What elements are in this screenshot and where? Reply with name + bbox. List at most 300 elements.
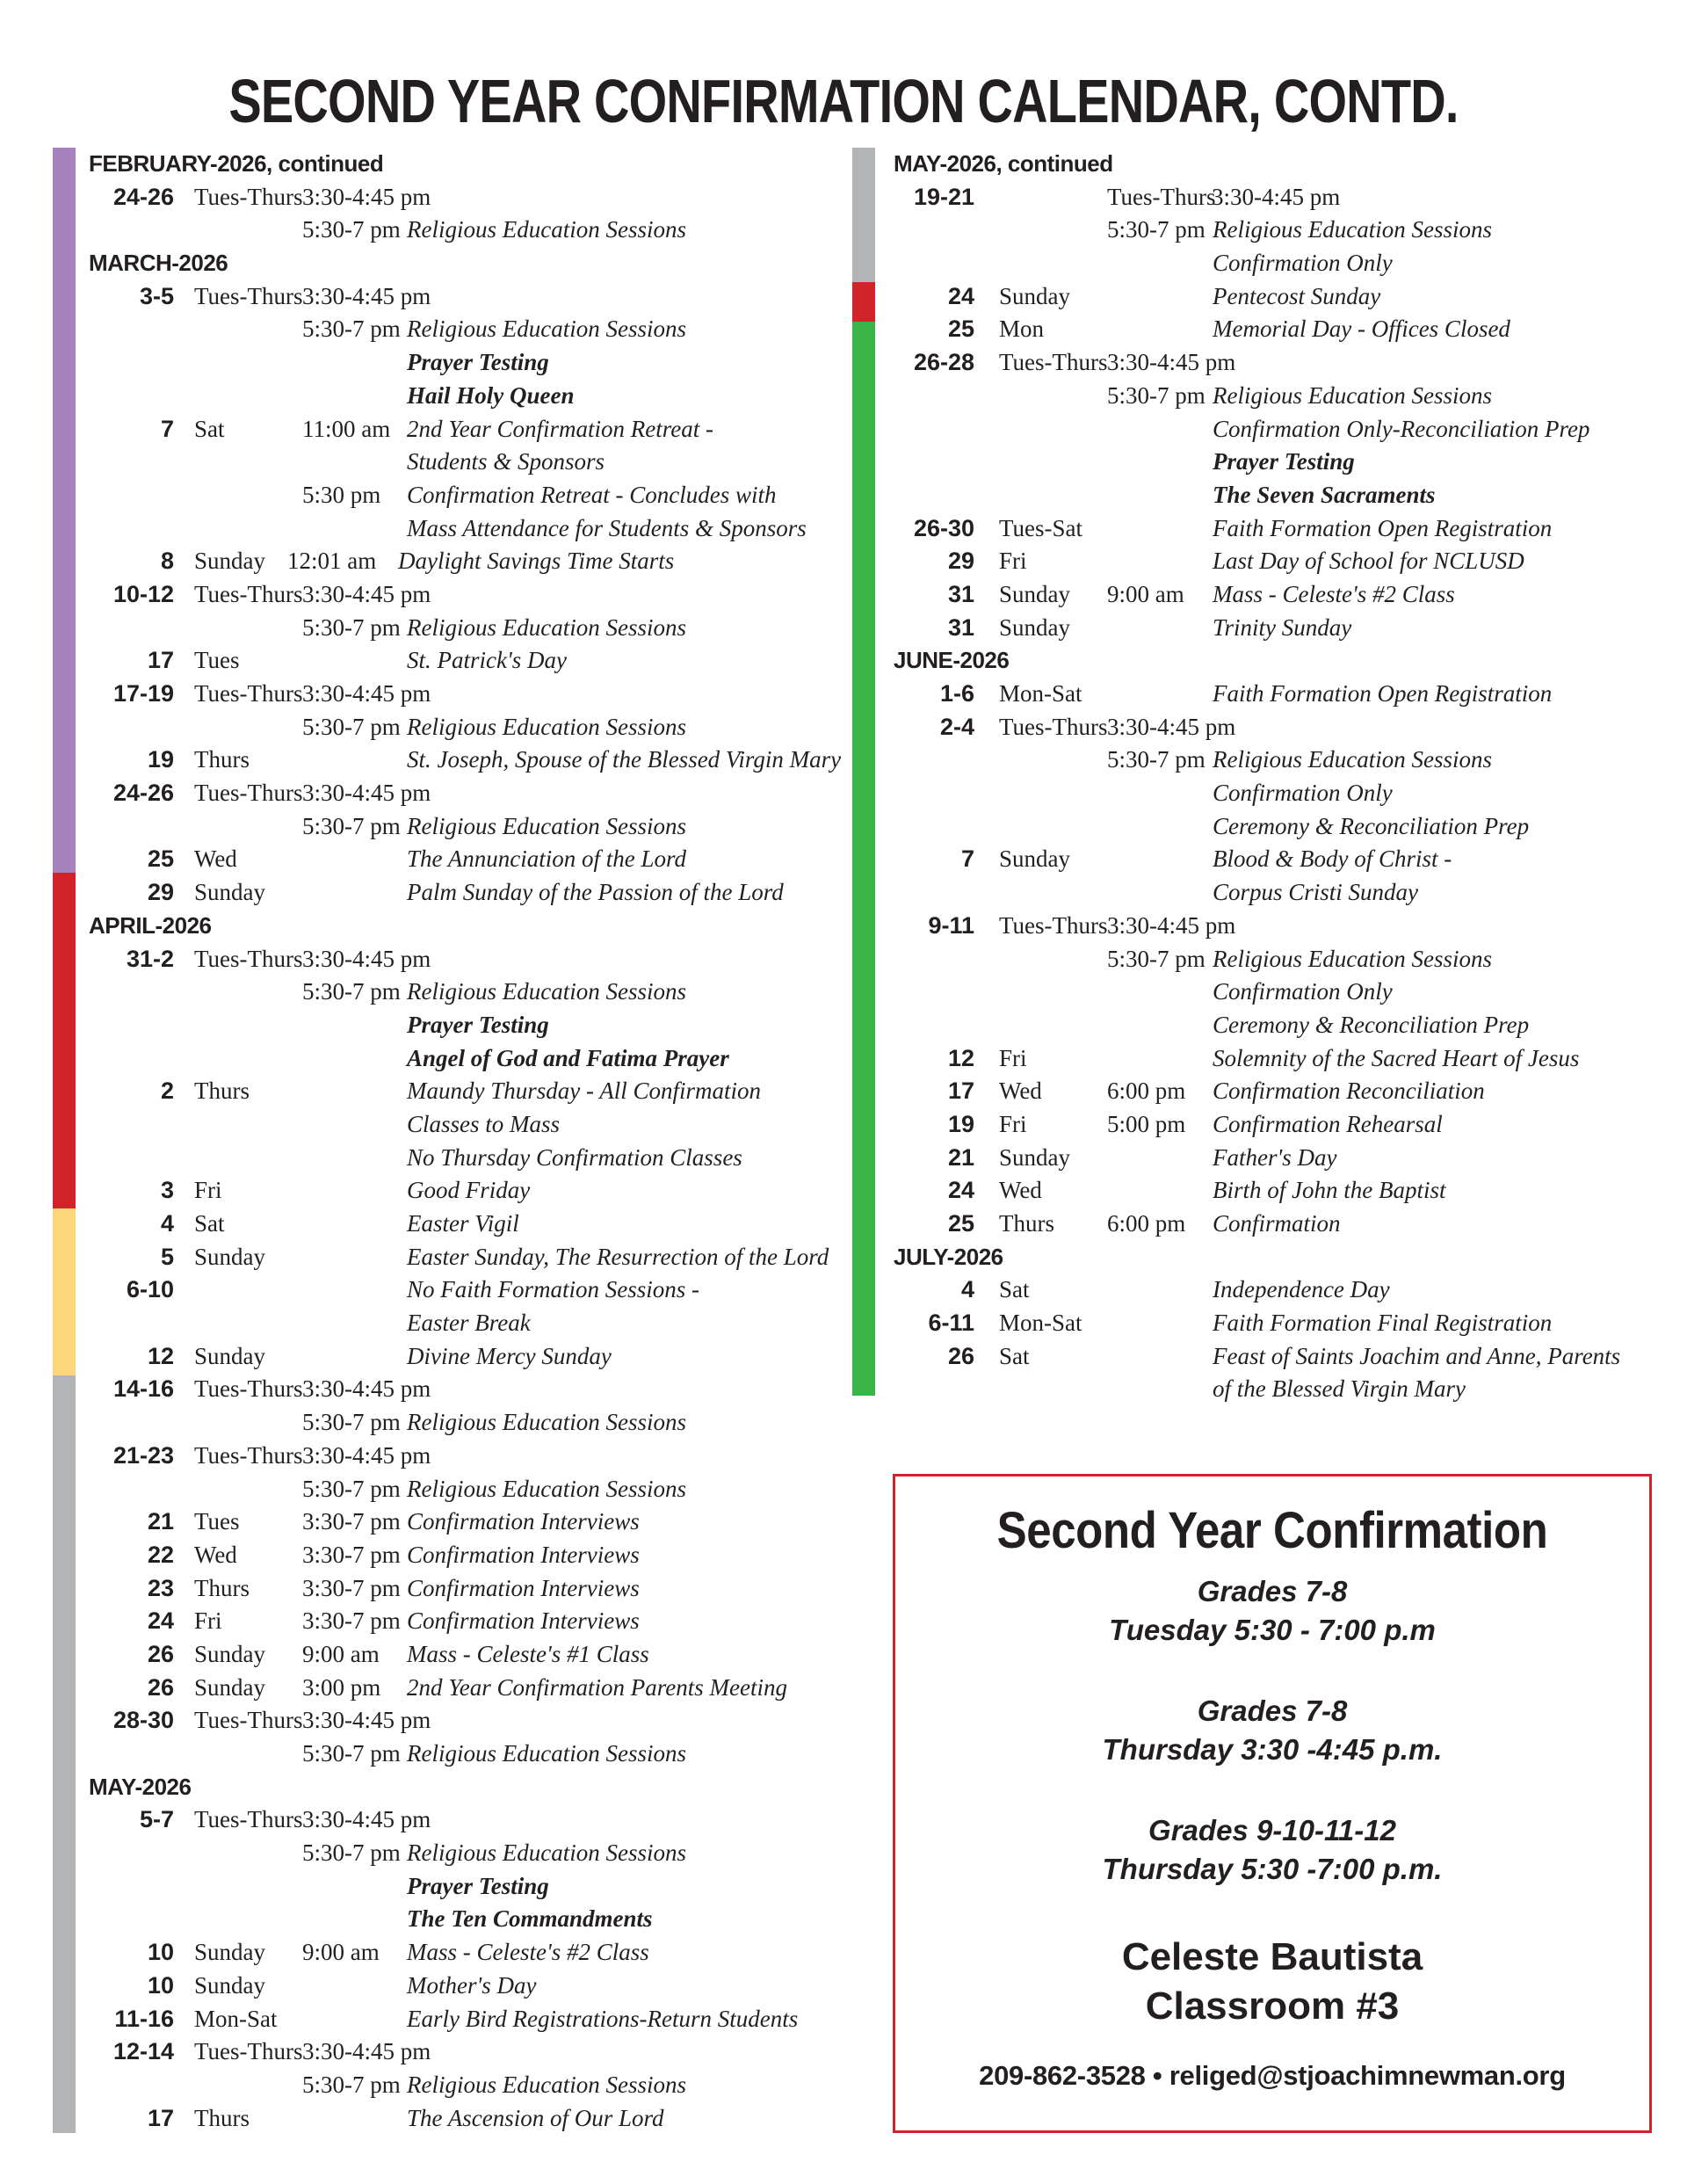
calendar-row [894,1273,1667,1307]
event-description: Independence Day [1213,1276,1390,1303]
event-description: Confirmation [1213,1210,1341,1237]
event-time: 3:30-4:45 pm [302,1707,431,1734]
event-description: Feast of Saints Joachim and Anne, Parents [1213,1342,1621,1369]
month-heading [89,1771,844,1804]
info-box-title: Second Year Confirmation [996,1502,1548,1559]
event-date: 17 [947,1077,974,1105]
calendar-row [894,1373,1667,1406]
event-day: Tues-Thurs [194,580,303,607]
event-date: 3-5 [139,282,174,309]
event-day: Tues-Thurs [1107,183,1216,210]
event-date: 17-19 [112,680,174,707]
event-day: Tues-Thurs [194,780,303,807]
event-date: 5-7 [139,1806,174,1833]
teacher-name: Celeste Bautista [1121,1935,1423,1978]
calendar-row [89,380,844,413]
event-time: 3:30-4:45 pm [302,580,431,607]
calendar-row [894,380,1667,413]
event-date: 14-16 [112,1375,174,1403]
calendar-row [89,1142,844,1175]
event-date: 10 [147,1939,174,1966]
event-date: 29 [947,548,974,575]
event-day: Fri [999,1044,1027,1071]
event-day: Tues-Thurs [194,945,303,972]
event-day: Fri [194,1607,222,1635]
event-time: 3:30-4:45 pm [302,1375,431,1403]
event-description: Easter Vigil [407,1210,519,1237]
event-time: 3:30-4:45 pm [1107,713,1236,740]
event-description: Prayer Testing [407,1872,549,1899]
calendar-row [894,446,1667,479]
event-time: 3:30-4:45 pm [302,945,431,972]
event-time: 3:30-7 pm [302,1508,401,1535]
calendar-row [89,578,844,612]
month-heading [89,148,844,181]
event-time: 5:30-7 pm [302,812,401,839]
event-date: 28-30 [112,1707,174,1734]
event-date: 21 [147,1508,174,1535]
event-description: Trinity Sunday [1213,613,1352,641]
event-time: 3:30-4:45 pm [1107,349,1236,376]
event-day: Sunday [194,1640,265,1667]
event-date: 7 [160,415,174,442]
event-description: Angel of God and Fatima Prayer [407,1044,729,1071]
event-description: St. Patrick's Day [407,647,567,674]
left-bar-red [53,873,76,1208]
event-time: 5:30-7 pm [302,713,401,740]
calendar-row [894,214,1667,247]
classroom: Classroom #3 [1145,1984,1400,2028]
event-day: Wed [194,845,237,873]
event-date: 26 [147,1673,174,1701]
event-description: Religious Education Sessions [407,316,686,343]
event-description: Confirmation Interviews [407,1508,640,1535]
event-date: 8 [160,548,174,575]
event-time: 11:00 am [302,415,391,442]
event-day: Fri [194,1177,222,1204]
calendar-row [89,1837,844,1870]
calendar-row [894,280,1667,314]
left-bar-yellow [53,1208,76,1375]
month-heading-label: MAY-2026 [89,1773,192,1800]
event-description: Ceremony & Reconciliation Prep [1213,812,1530,839]
event-time: 12:01 am [287,548,377,575]
calendar-row [894,1208,1667,1241]
session-time: Thursday 3:30 -4:45 p.m. [1102,1733,1443,1766]
event-description: Classes to Mass [407,1110,561,1137]
left-calendar-column [89,148,844,2135]
calendar-row [894,876,1667,910]
event-description: Religious Education Sessions [407,613,686,641]
event-day: Sunday [999,845,1070,873]
event-day: Tues-Thurs [194,183,303,210]
event-date: 25 [947,1210,974,1237]
event-description: Mother's Day [407,1971,537,1999]
calendar-row [89,214,844,247]
event-description: Religious Education Sessions [1213,945,1492,972]
event-date: 31 [947,613,974,641]
event-description: No Faith Formation Sessions - [407,1276,700,1303]
event-date: 19 [147,746,174,773]
event-description: Confirmation Rehearsal [1213,1110,1443,1137]
event-day: Wed [999,1077,1042,1105]
event-date: 1-6 [939,680,974,707]
event-time: 5:30-7 pm [1107,746,1206,773]
calendar-row [894,777,1667,810]
right-bar-red [852,282,875,322]
calendar-row [89,612,844,645]
event-description: Religious Education Sessions [1213,746,1492,773]
month-heading [894,1241,1667,1274]
calendar-row [89,1042,844,1076]
event-day: Wed [194,1541,237,1568]
event-date: 25 [947,316,974,343]
event-description: Confirmation Only [1213,978,1393,1005]
event-date: 12 [947,1044,974,1071]
event-date: 6-11 [928,1310,974,1337]
calendar-row [894,810,1667,844]
event-date: 4 [960,1276,974,1303]
event-day: Mon [999,316,1045,343]
calendar-row [894,976,1667,1009]
event-date: 25 [147,845,174,873]
calendar-row [89,1473,844,1506]
event-date: 2-4 [939,713,974,740]
event-description: Father's Day [1213,1143,1337,1171]
calendar-row [89,2035,844,2069]
calendar-row [894,1075,1667,1108]
event-day: Mon-Sat [999,1310,1082,1337]
event-day: Mon-Sat [999,680,1082,707]
event-description: Religious Education Sessions [407,1475,686,1502]
month-heading-label: MAY-2026, continued [894,150,1113,177]
info-box [893,1474,1652,2133]
event-description: No Thursday Confirmation Classes [407,1143,742,1171]
calendar-row [894,910,1667,943]
calendar-row [89,512,844,546]
calendar-row [894,1174,1667,1208]
calendar-row [89,346,844,380]
event-date: 19 [947,1110,974,1137]
calendar-row [894,1307,1667,1340]
event-date: 24 [947,282,974,309]
event-day: Sat [194,1210,225,1237]
calendar-row [89,1605,844,1638]
event-description: Religious Education Sessions [407,978,686,1005]
event-date: 26-28 [913,349,974,376]
event-date: 12 [147,1342,174,1369]
calendar-row [894,1042,1667,1076]
event-day: Sunday [194,548,265,575]
session-grades: Grades 7-8 [1197,1694,1348,1727]
calendar-row [89,976,844,1009]
calendar-row [89,1009,844,1042]
calendar-row [89,1903,844,1936]
calendar-row [89,843,844,876]
event-date: 3 [160,1177,174,1204]
event-description: Easter Sunday, The Resurrection of the Lord [407,1243,829,1270]
event-day: Sunday [999,580,1070,607]
event-date: 17 [147,2104,174,2131]
event-description: Last Day of School for NCLUSD [1213,548,1524,575]
event-time: 5:30-7 pm [1107,381,1206,409]
event-description: Corpus Cristi Sunday [1213,879,1419,906]
right-calendar-column [894,148,1667,1406]
right-bar-green [852,322,875,1396]
month-heading [89,910,844,943]
event-description: Religious Education Sessions [407,2071,686,2098]
calendar-row [89,644,844,678]
event-date: 6-10 [126,1276,174,1303]
calendar-row [89,711,844,744]
calendar-row [89,181,844,214]
event-day: Sat [194,415,225,442]
calendar-row [89,943,844,976]
event-time: 3:30-4:45 pm [302,680,431,707]
calendar-row [89,1638,844,1672]
event-description: Religious Education Sessions [407,216,686,243]
event-description: Divine Mercy Sunday [407,1342,612,1369]
event-day: Tues-Thurs [999,713,1108,740]
event-description: The Ascension of Our Lord [407,2104,664,2131]
event-description: Mass Attendance for Students & Sponsors [407,514,807,541]
event-date: 10-12 [112,580,174,607]
calendar-row [894,313,1667,346]
calendar-row [894,512,1667,546]
month-heading-label: FEBRUARY-2026, continued [89,150,384,177]
event-time: 9:00 am [1107,580,1184,607]
event-description: Early Bird Registrations-Return Students [407,2005,799,2032]
event-day: Tues [194,1508,240,1535]
event-description: Confirmation Interviews [407,1574,640,1601]
event-description: Easter Break [407,1310,531,1337]
event-description: Confirmation Only [1213,250,1393,277]
session-time: Tuesday 5:30 - 7:00 p.m [1109,1614,1436,1646]
contact-info: 209-862-3528 • religed@stjoachimnewman.org [979,2060,1566,2091]
calendar-row [89,1440,844,1473]
event-description: Maundy Thursday - All Confirmation [407,1077,762,1105]
event-description: Religious Education Sessions [407,812,686,839]
calendar-row [89,1373,844,1406]
event-description: Mass - Celeste's #2 Class [407,1939,649,1966]
event-time: 5:00 pm [1107,1110,1186,1137]
event-day: Sunday [194,879,265,906]
calendar-row [894,247,1667,280]
month-heading-label: JUNE-2026 [894,647,1010,674]
calendar-row [894,346,1667,380]
calendar-row [89,1572,844,1606]
event-date: 24-26 [112,780,174,807]
event-day: Tues-Thurs [999,911,1108,939]
event-day: Thurs [194,1077,250,1105]
calendar-row [89,446,844,479]
calendar-row [894,744,1667,777]
calendar-row [89,810,844,844]
calendar-row [89,777,844,810]
page-title: SECOND YEAR CONFIRMATION CALENDAR, CONTD. [228,67,1459,135]
event-description: Confirmation Only [1213,780,1393,807]
month-heading [894,148,1667,181]
calendar-row [894,1108,1667,1142]
month-heading [894,644,1667,678]
calendar-row [89,1803,844,1837]
event-day: Sunday [999,282,1070,309]
event-day: Thurs [999,1210,1054,1237]
calendar-row [89,678,844,711]
event-date: 22 [147,1541,174,1568]
event-description: St. Joseph, Spouse of the Blessed Virgin Mary [407,746,842,773]
event-description: Faith Formation Final Registration [1213,1310,1553,1337]
month-heading-label: JULY-2026 [894,1243,1003,1270]
calendar-row [89,1075,844,1108]
event-date: 24-26 [112,183,174,210]
event-time: 9:00 am [302,1640,380,1667]
event-day: Sat [999,1342,1030,1369]
event-day: Tues-Thurs [194,680,303,707]
event-day: Tues-Thurs [999,349,1108,376]
event-day: Thurs [194,2104,250,2131]
event-description: Religious Education Sessions [407,1409,686,1436]
event-description: 2nd Year Confirmation Retreat - [407,415,714,442]
event-description: Faith Formation Open Registration [1213,514,1553,541]
right-bar-gray [852,148,875,282]
event-time: 5:30-7 pm [302,1475,401,1502]
calendar-row [894,943,1667,976]
event-description: Prayer Testing [1213,448,1355,475]
event-time: 6:00 pm [1107,1210,1186,1237]
event-description: Religious Education Sessions [1213,381,1492,409]
calendar-row [894,612,1667,645]
event-date: 17 [147,647,174,674]
event-description: Blood & Body of Christ - [1213,845,1452,873]
event-description: Ceremony & Reconciliation Prep [1213,1011,1530,1038]
calendar-row [89,1506,844,1539]
event-time: 3:00 pm [302,1673,381,1701]
calendar-row [89,1738,844,1771]
event-date: 11-16 [114,2005,174,2032]
event-description: The Seven Sacraments [1213,481,1436,508]
event-date: 23 [147,1574,174,1601]
event-date: 26 [147,1640,174,1667]
event-time: 6:00 pm [1107,1077,1186,1105]
calendar-row [89,1208,844,1241]
event-description: Religious Education Sessions [407,713,686,740]
event-time: 5:30-7 pm [1107,945,1206,972]
event-day: Sunday [999,1143,1070,1171]
event-date: 21 [947,1143,974,1171]
event-time: 5:30-7 pm [302,613,401,641]
event-time: 5:30-7 pm [302,1740,401,1767]
event-description: Confirmation Interviews [407,1607,640,1635]
event-day: Sunday [194,1342,265,1369]
event-description: Solemnity of the Sacred Heart of Jesus [1213,1044,1580,1071]
calendar-row [89,876,844,910]
event-day: Sunday [194,1971,265,1999]
event-time: 5:30-7 pm [302,316,401,343]
month-heading-label: MARCH-2026 [89,250,228,277]
event-description: 2nd Year Confirmation Parents Meeting [407,1673,788,1701]
calendar-row [89,479,844,512]
event-day: Sunday [194,1673,265,1701]
calendar-row [894,711,1667,744]
calendar-row [89,1241,844,1274]
event-day: Mon-Sat [194,2005,278,2032]
left-bar-purple [53,148,76,873]
event-description: Birth of John the Baptist [1213,1177,1446,1204]
event-day: Tues-Thurs [194,1806,303,1833]
event-time: 9:00 am [302,1939,380,1966]
event-day: Sunday [194,1243,265,1270]
event-day: Thurs [194,1574,250,1601]
event-date: 29 [147,879,174,906]
calendar-row [89,1970,844,2003]
event-time: 5:30-7 pm [302,216,401,243]
event-time: 3:30-7 pm [302,1574,401,1601]
event-description: Memorial Day - Offices Closed [1213,316,1510,343]
event-date: 26 [947,1342,974,1369]
calendar-row [89,744,844,777]
calendar-row [894,578,1667,612]
event-time: 3:30-7 pm [302,1607,401,1635]
calendar-row [89,1340,844,1374]
left-bar-gray [53,1375,76,2133]
session-time: Thursday 5:30 -7:00 p.m. [1102,1853,1443,1885]
event-date: 31 [947,580,974,607]
event-date: 21-23 [112,1441,174,1469]
event-day: Sunday [999,613,1070,641]
event-description: Confirmation Only-Reconciliation Prep [1213,415,1590,442]
event-time: 5:30-7 pm [1107,216,1206,243]
event-description: Religious Education Sessions [407,1740,686,1767]
event-date: 7 [960,845,974,873]
session-grades: Grades 7-8 [1197,1575,1348,1607]
calendar-row [89,2069,844,2102]
event-time: 5:30-7 pm [302,978,401,1005]
event-date: 19-21 [913,183,974,210]
event-description: of the Blessed Virgin Mary [1213,1375,1466,1403]
event-date: 12-14 [112,2038,174,2065]
calendar-row [89,545,844,578]
event-time: 5:30-7 pm [302,1409,401,1436]
calendar-row [89,313,844,346]
event-time: 3:30-4:45 pm [302,780,431,807]
event-date: 5 [160,1243,174,1270]
event-description: The Ten Commandments [407,1905,653,1933]
event-description: Mass - Celeste's #1 Class [407,1640,649,1667]
event-day: Sat [999,1276,1030,1303]
event-time: 3:30-4:45 pm [302,282,431,309]
event-time: 3:30-4:45 pm [302,1806,431,1833]
event-day: Fri [999,1110,1027,1137]
calendar-row [89,413,844,446]
event-date: 24 [947,1177,974,1204]
event-day: Sunday [194,1939,265,1966]
event-time: 5:30 pm [302,481,381,508]
month-heading-label: APRIL-2026 [89,911,212,939]
event-description: Confirmation Retreat - Concludes with [407,481,777,508]
event-day: Thurs [194,746,250,773]
calendar-row [89,1174,844,1208]
event-description: The Annunciation of the Lord [407,845,687,873]
event-date: 9-11 [928,911,974,939]
event-date: 31-2 [126,945,174,972]
event-day: Tues-Sat [999,514,1083,541]
event-description: Prayer Testing [407,349,549,376]
event-description: Daylight Savings Time Starts [398,548,675,575]
calendar-row [89,280,844,314]
event-day: Tues-Thurs [194,1707,303,1734]
event-description: Prayer Testing [407,1011,549,1038]
